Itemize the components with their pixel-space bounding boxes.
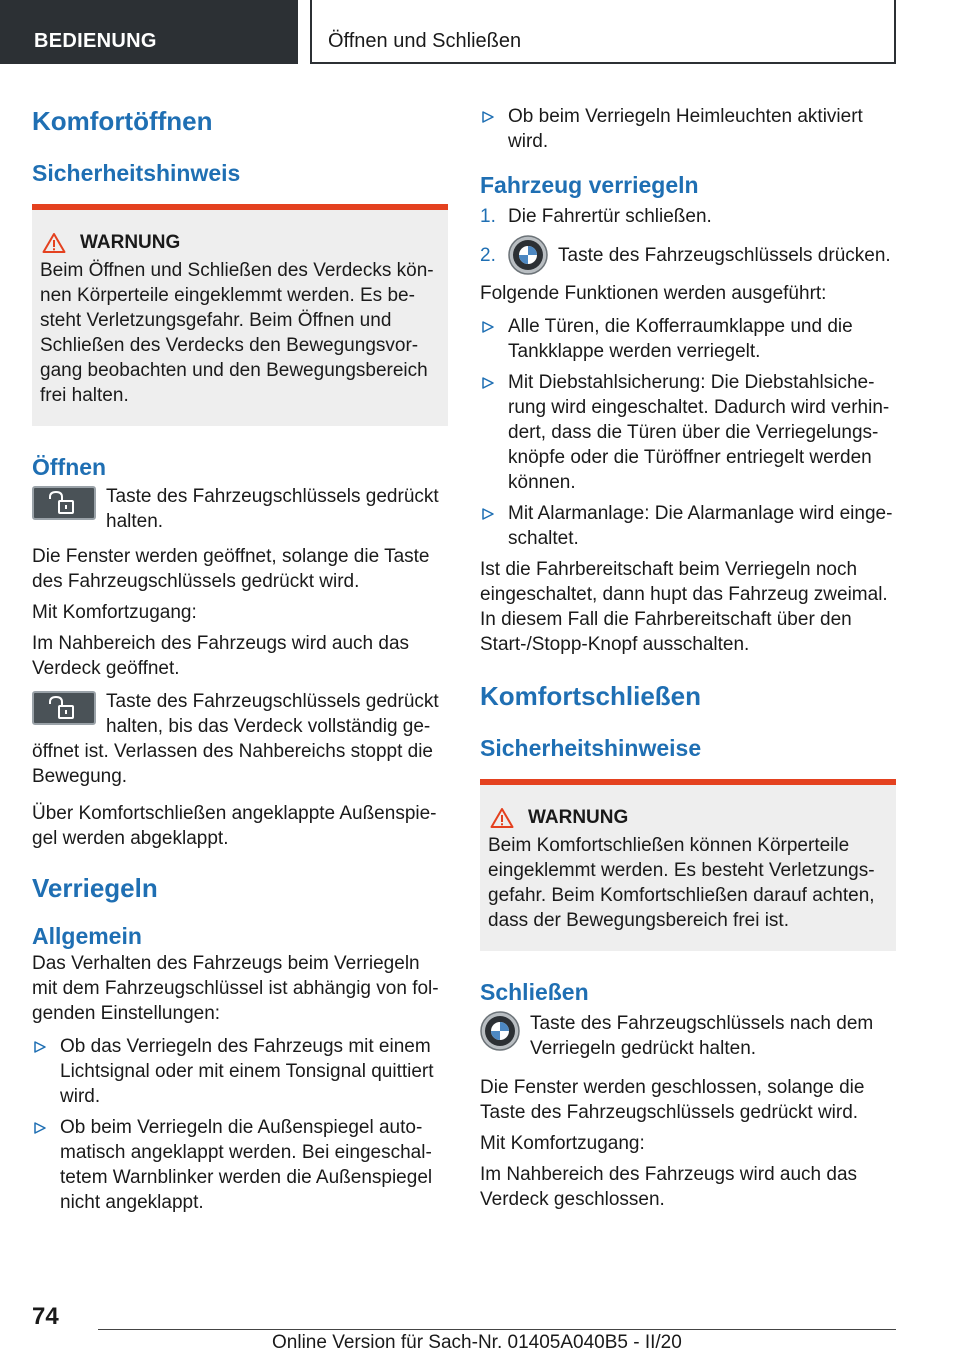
chapter-tab: [310, 0, 896, 64]
settings-list: [32, 1034, 448, 1215]
paragraph-key-continued: öffnet ist. Verlassen des Nahbereichs stoppt die Bewegung.: [32, 741, 434, 787]
triangle-bullet-icon: [33, 1121, 47, 1135]
paragraph-spiegel: Über Komfortschließen angeklappte Außenspie-gel werden abgeklappt.: [32, 803, 437, 849]
unlock-button-icon: [32, 486, 96, 520]
bmw-lock-button-icon: [508, 235, 548, 275]
paragraph-nahbereich: Im Nahbereich des Fahrzeugs wird auch das Verdeck geöffnet.: [32, 633, 410, 679]
warning-box: [480, 779, 896, 951]
heading-allgemein: Allgemein: [32, 923, 142, 949]
list-item-text: Mit Alarmanlage: Die Alarmanlage wird einge-schaltet.: [508, 503, 893, 549]
key-instruction: [32, 484, 448, 534]
key-instruction: [32, 689, 448, 739]
list-item-text: Mit Diebstahlsicherung: Die Diebstahlsiche-rung wird eingeschaltet. Dadurch wird verhin-dert, dass die Türen über die Verriegelungs-knöpfe oder die Türöffner entriegelt werden können.: [508, 372, 890, 493]
warning-title-text: WARNUNG: [80, 232, 181, 253]
list-item: [480, 314, 896, 364]
paragraph-fenster-geschlossen: Die Fenster werden geschlossen, solange die Taste des Fahrzeugschlüssels gedrückt wird.: [480, 1077, 865, 1123]
list-item: [480, 370, 896, 495]
warning-box: [32, 204, 448, 426]
step-item: [480, 235, 896, 275]
list-item: [32, 1115, 448, 1215]
paragraph-fenster: Die Fenster werden geöffnet, solange die Taste des Fahrzeugschlüssels gedrückt wird.: [32, 546, 430, 592]
warning-text: Beim Öffnen und Schließen des Verdecks kön-nen Körperteile eingeklemmt werden. Es be-steht Verletzungsgefahr. Beim Öffnen und Schließen des Verdecks den Bewegungsvor-gang beobachten und den Bewegungsbereich frei halten.: [40, 260, 434, 406]
heading-sicherheitshinweise: Sicherheitshinweise: [480, 735, 702, 761]
step-text: Taste des Fahrzeugschlüssels drücken.: [558, 244, 891, 266]
triangle-bullet-icon: [481, 110, 495, 124]
heading-schliessen: Schließen: [480, 979, 589, 1005]
triangle-bullet-icon: [33, 1040, 47, 1054]
functions-list: [480, 314, 896, 551]
step-text: Die Fahrertür schließen.: [508, 206, 712, 227]
page-number: 74: [32, 1303, 59, 1330]
heading-fahrzeug-verriegeln: Fahrzeug verriegeln: [480, 172, 699, 198]
paragraph-verhalten: Das Verhalten des Fahrzeugs beim Verriegeln mit dem Fahrzeugschlüssel ist abhängig von fol-genden Einstellungen:: [32, 953, 439, 1024]
paragraph-nahbereich: Im Nahbereich des Fahrzeugs wird auch das Verdeck geschlossen.: [480, 1164, 858, 1210]
step-number: 1.: [480, 206, 496, 227]
paragraph-fahrbereitschaft: Ist die Fahrbereitschaft beim Verriegeln noch eingeschaltet, dann hupt das Fahrzeug zweimal. In diesem Fall die Fahrbereitschaft über den Start-/Stopp-Knopf ausschalten.: [480, 559, 888, 655]
paragraph-komfortzugang: Mit Komfortzugang:: [32, 602, 197, 623]
list-item: [480, 501, 896, 551]
warning-text: Beim Komfortschließen können Körperteile eingeklemmt werden. Es besteht Verletzungs-gefahr. Beim Komfortschließen darauf achten, dass der Bewegungsbereich frei ist.: [488, 835, 875, 931]
heading-komfortoeffnen: Komfortöffnen: [32, 106, 213, 136]
warning-triangle-icon: [490, 807, 514, 829]
heading-komfortschliessen: Komfortschließen: [480, 681, 702, 711]
left-column: [32, 100, 448, 1221]
triangle-bullet-icon: [481, 376, 495, 390]
footer-divider: [98, 1329, 896, 1330]
list-item: [32, 1034, 448, 1109]
triangle-bullet-icon: [481, 320, 495, 334]
triangle-bullet-icon: [481, 507, 495, 521]
heading-sicherheitshinweis: Sicherheitshinweis: [32, 160, 241, 186]
list-item-text: Ob beim Verriegeln Heimleuchten aktiviert wird.: [508, 106, 863, 152]
section-title: BEDIENUNG: [34, 30, 157, 52]
warning-triangle-icon: [42, 232, 66, 254]
chapter-title: Öffnen und Schließen: [328, 30, 522, 52]
bmw-lock-button-icon: [480, 1011, 520, 1051]
list-item-text: Alle Türen, die Kofferraumklappe und die Tankklappe werden verriegelt.: [508, 316, 853, 362]
warning-title-text: WARNUNG: [528, 807, 629, 828]
right-column: [480, 104, 896, 1212]
step-item: [480, 204, 896, 229]
key-instruction-text: Taste des Fahrzeugschlüssels nach dem Verriegeln gedrückt halten.: [530, 1013, 874, 1059]
key-instruction-text: Taste des Fahrzeugschlüssels gedrückt halten, bis das Verdeck vollständig ge-: [106, 691, 439, 737]
list-item-text: Ob beim Verriegeln die Außenspiegel auto-matisch angeklappt werden. Bei eingeschal-tetem Warnblinker werden die Außenspiegel nicht angeklappt.: [60, 1117, 433, 1213]
paragraph-funktionen: Folgende Funktionen werden ausgeführt:: [480, 283, 827, 304]
steps-list: [480, 204, 896, 275]
heading-verriegeln: Verriegeln: [32, 873, 158, 903]
list-item-text: Ob das Verriegeln des Fahrzeugs mit einem Lichtsignal oder mit einem Tonsignal quittiert wird.: [60, 1036, 434, 1107]
warning-title: [40, 232, 440, 254]
key-instruction-text: Taste des Fahrzeugschlüssels gedrückt halten.: [106, 486, 439, 532]
warning-title: [488, 807, 888, 829]
paragraph-komfortzugang: Mit Komfortzugang:: [480, 1133, 645, 1154]
footer-text: Online Version für Sach-Nr. 01405A040B5 - II/20: [272, 1332, 682, 1353]
section-tab: [0, 0, 298, 64]
key-instruction: [480, 1011, 896, 1061]
step-number: 2.: [480, 244, 496, 266]
unlock-button-icon: [32, 691, 96, 725]
heading-oeffnen: Öffnen: [32, 454, 107, 480]
settings-list-continued: [480, 104, 896, 154]
list-item: [480, 104, 896, 154]
